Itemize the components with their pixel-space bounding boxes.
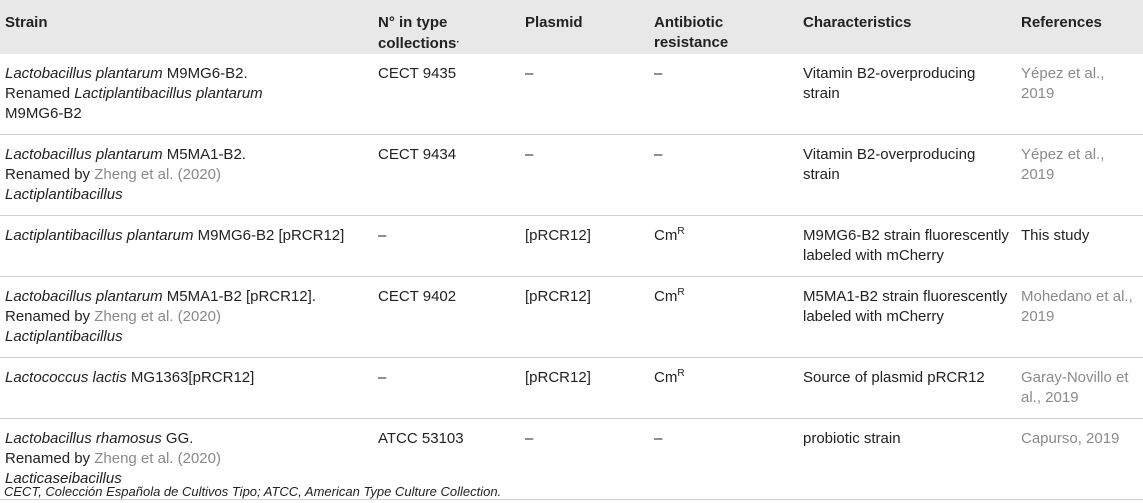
antibiotic-value: – xyxy=(654,146,663,163)
cell-reference xyxy=(1016,216,1143,277)
cell-characteristics: Source of plasmid pRCR12 xyxy=(803,369,985,386)
header-collection-mark: · xyxy=(456,37,460,48)
header-plasmid: Plasmid xyxy=(520,0,649,54)
antibiotic-value: – xyxy=(654,430,663,447)
renamed-prefix: Renamed by xyxy=(5,450,95,467)
reference-link[interactable]: Yépez et al., 2019 xyxy=(1021,146,1105,183)
cell-characteristics: M9MG6-B2 strain fluorescently labeled with mCherry xyxy=(803,227,1009,264)
cell-characteristics: M5MA1-B2 strain fluorescently labeled with mCherry xyxy=(803,288,1008,325)
cell-reference xyxy=(1016,419,1143,500)
cell-plasmid: – xyxy=(525,430,534,447)
table-body xyxy=(0,54,1143,500)
strain-species: Lactobacillus plantarum xyxy=(5,146,163,163)
header-antibiotic: Antibiotic resistance xyxy=(649,0,798,54)
strain-species: Lactiplantibacillus plantarum xyxy=(5,227,194,244)
header-characteristics: Characteristics xyxy=(798,0,1016,54)
header-collection xyxy=(373,0,520,54)
cell-antibiotic xyxy=(649,277,798,358)
table-row xyxy=(0,216,1143,277)
antibiotic-superscript: R xyxy=(677,287,685,298)
renamed-species: Lacticaseibacillus xyxy=(5,470,122,487)
renamed-citation-link[interactable]: Zheng et al. (2020) xyxy=(94,308,221,325)
antibiotic-value: Cm xyxy=(654,288,678,305)
strain-species: Lactobacillus plantarum xyxy=(5,65,163,82)
renamed-suffix: M9MG6-B2 xyxy=(5,105,82,122)
cell-collection: CECT 9434 xyxy=(378,146,457,163)
antibiotic-value: – xyxy=(654,65,663,82)
strain-id: M9MG6-B2. xyxy=(162,65,248,82)
antibiotic-value: Cm xyxy=(654,227,678,244)
cell-reference xyxy=(1016,54,1143,135)
cell-characteristics: Vitamin B2-overproducing strain xyxy=(803,65,976,102)
cell-collection: CECT 9435 xyxy=(378,65,457,82)
strain-id: M5MA1-B2. xyxy=(162,146,246,163)
cell-characteristics: probiotic strain xyxy=(803,430,901,447)
strain-species: Lactococcus lactis xyxy=(5,369,127,386)
reference-link[interactable]: Yépez et al., 2019 xyxy=(1021,65,1105,102)
table-row xyxy=(0,277,1143,358)
table-footnote: CECT, Colección Española de Cultivos Tipo; ATCC, American Type Culture Collection. xyxy=(4,484,502,499)
cell-collection: ATCC 53103 xyxy=(378,430,464,447)
renamed-prefix: Renamed by xyxy=(5,166,95,183)
renamed-prefix: Renamed by xyxy=(5,308,95,325)
header-strain: Strain xyxy=(0,0,373,54)
cell-characteristics: Vitamin B2-overproducing strain xyxy=(803,146,976,183)
renamed-citation-link[interactable]: Zheng et al. (2020) xyxy=(94,450,221,467)
cell-antibiotic xyxy=(649,216,798,277)
reference-link[interactable]: Capurso, 2019 xyxy=(1021,430,1120,447)
strain-id: MG1363[pRCR12] xyxy=(126,369,255,386)
reference-link[interactable]: Mohedano et al., 2019 xyxy=(1021,288,1133,325)
cell-plasmid: [pRCR12] xyxy=(525,288,591,305)
header-collection-text: N° in type collections xyxy=(378,14,457,52)
cell-strain xyxy=(0,135,373,216)
reference-link: This study xyxy=(1021,227,1090,244)
cell-plasmid: – xyxy=(525,146,534,163)
strain-species: Lactobacillus plantarum xyxy=(5,288,163,305)
strain-id: GG. xyxy=(161,430,194,447)
table-header-row xyxy=(0,0,1143,54)
cell-collection: – xyxy=(378,227,387,244)
cell-plasmid: [pRCR12] xyxy=(525,227,591,244)
cell-antibiotic xyxy=(649,135,798,216)
cell-collection: – xyxy=(378,369,387,386)
strain-id: M9MG6-B2 [pRCR12] xyxy=(193,227,345,244)
renamed-prefix: Renamed xyxy=(5,85,75,102)
reference-link[interactable]: Garay-Novillo et al., 2019 xyxy=(1021,369,1129,406)
cell-plasmid: – xyxy=(525,65,534,82)
renamed-species: Lactiplantibacillus plantarum xyxy=(74,85,263,102)
table-row xyxy=(0,54,1143,135)
cell-antibiotic xyxy=(649,54,798,135)
strain-id: M5MA1-B2 [pRCR12]. xyxy=(162,288,316,305)
cell-antibiotic xyxy=(649,419,798,500)
antibiotic-superscript: R xyxy=(677,226,685,237)
cell-strain xyxy=(0,54,373,135)
cell-reference xyxy=(1016,135,1143,216)
cell-strain xyxy=(0,277,373,358)
cell-strain xyxy=(0,216,373,277)
header-references: References xyxy=(1016,0,1143,54)
cell-reference xyxy=(1016,358,1143,419)
cell-plasmid: [pRCR12] xyxy=(525,369,591,386)
renamed-species: Lactiplantibacillus xyxy=(5,328,123,345)
cell-collection: CECT 9402 xyxy=(378,288,457,305)
cell-strain xyxy=(0,358,373,419)
antibiotic-superscript: R xyxy=(677,368,685,379)
renamed-species: Lactiplantibacillus xyxy=(5,186,123,203)
renamed-citation-link[interactable]: Zheng et al. (2020) xyxy=(94,166,221,183)
table-row xyxy=(0,358,1143,419)
cell-reference xyxy=(1016,277,1143,358)
cell-antibiotic xyxy=(649,358,798,419)
antibiotic-value: Cm xyxy=(654,369,678,386)
strain-species: Lactobacillus rhamosus xyxy=(5,430,162,447)
table-row xyxy=(0,135,1143,216)
